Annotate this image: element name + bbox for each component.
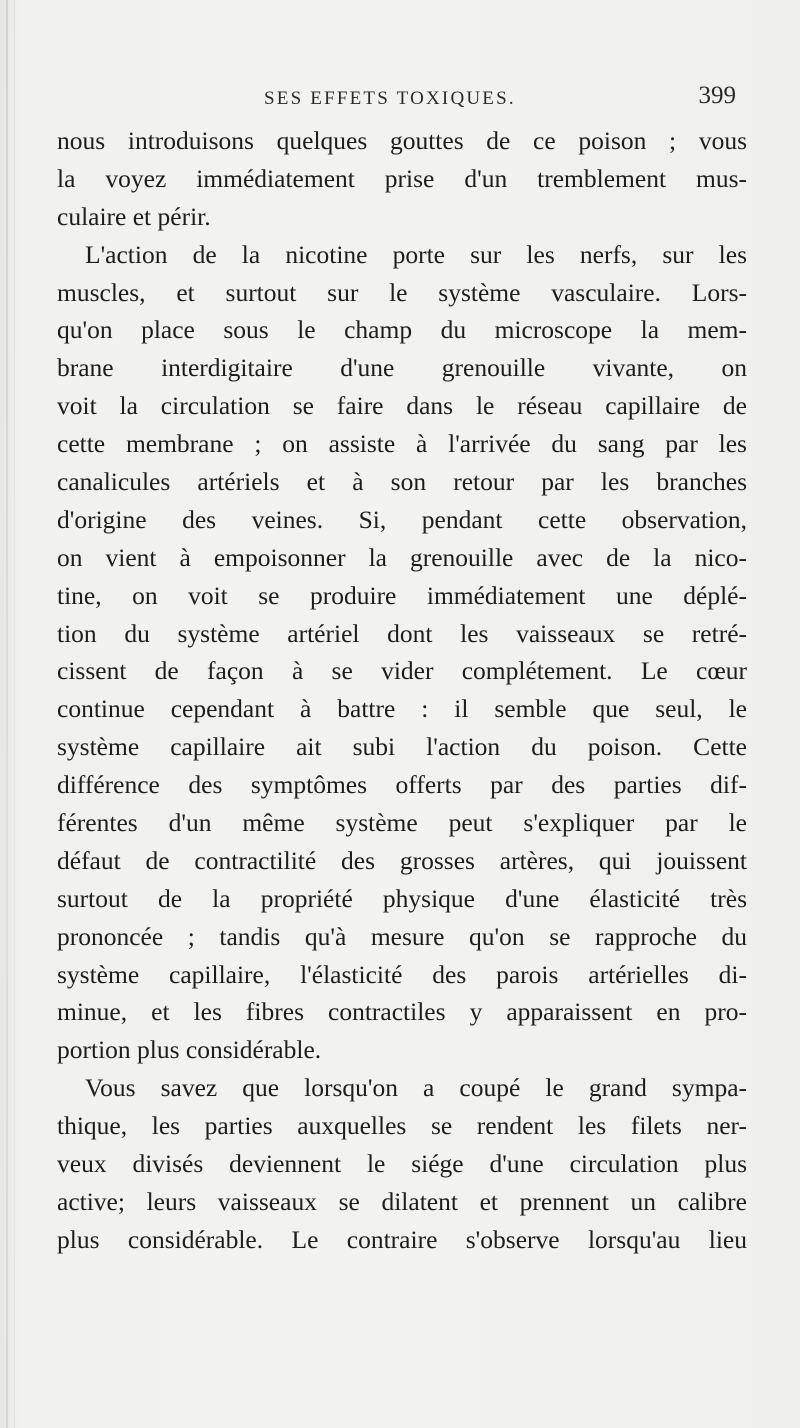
text-line: prononcée ; tandis qu'à mesure qu'on se rapproche du (57, 921, 747, 951)
text-line: qu'on place sous le champ du microscope la mem- (57, 315, 747, 345)
text-line: cissent de façon à se vider complétement. Le cœur (57, 656, 747, 686)
text-line: la voyez immédiatement prise d'un tremblement mus- (57, 163, 747, 193)
text-line: défaut de contractilité des grosses artères, qui jouissent (57, 845, 747, 875)
text-line: tine, on voit se produire immédiatement une déplé- (57, 580, 747, 610)
running-title: SES EFFETS TOXIQUES. (264, 88, 516, 109)
text-line: on vient à empoisonner la grenouille avec de la nico- (57, 542, 747, 572)
paragraph-start-line: Vous savez que lorsqu'on a coupé le grand sympa- (85, 1073, 747, 1103)
paragraph-start-line: L'action de la nicotine porte sur les nerfs, sur les (85, 239, 747, 269)
body-text (57, 122, 747, 1259)
text-line: culaire et périr. (57, 201, 211, 231)
text-line: férentes d'un même système peut s'expliquer par le (57, 808, 747, 838)
text-line: voit la circulation se faire dans le réseau capillaire de (57, 391, 747, 421)
text-line: tion du système artériel dont les vaisseaux se retré- (57, 618, 747, 648)
page-binding-edge (6, 0, 8, 1428)
text-line: plus considérable. Le contraire s'observe lorsqu'au lieu (57, 1224, 747, 1254)
text-line: portion plus considérable. (57, 1035, 322, 1065)
text-line: système capillaire ait subi l'action du poison. Cette (57, 732, 747, 762)
page-number: 399 (698, 82, 736, 109)
text-line: canalicules artériels et à son retour par les branches (57, 467, 747, 497)
text-line: brane interdigitaire d'une grenouille vivante, on (57, 353, 747, 383)
text-line: d'origine des veines. Si, pendant cette observation, (57, 504, 747, 534)
text-line: cette membrane ; on assiste à l'arrivée du sang par les (57, 429, 747, 459)
text-line: muscles, et surtout sur le système vasculaire. Lors- (57, 277, 747, 307)
page-binding-shadow (14, 0, 15, 1428)
text-line: nous introduisons quelques gouttes de ce poison ; vous (57, 126, 747, 155)
text-line: système capillaire, l'élasticité des parois artérielles di- (57, 959, 747, 989)
text-line: active; leurs vaisseaux se dilatent et prennent un calibre (57, 1186, 747, 1216)
text-line: surtout de la propriété physique d'une élasticité très (57, 883, 747, 913)
text-line: continue cependant à battre : il semble que seul, le (57, 694, 747, 724)
text-line: veux divisés deviennent le siége d'une circulation plus (57, 1149, 747, 1179)
running-head (60, 82, 740, 116)
text-line: minue, et les fibres contractiles y apparaissent en pro- (57, 997, 747, 1027)
text-line: différence des symptômes offerts par des parties dif- (57, 770, 747, 800)
text-line: thique, les parties auxquelles se rendent les filets ner- (57, 1111, 747, 1141)
